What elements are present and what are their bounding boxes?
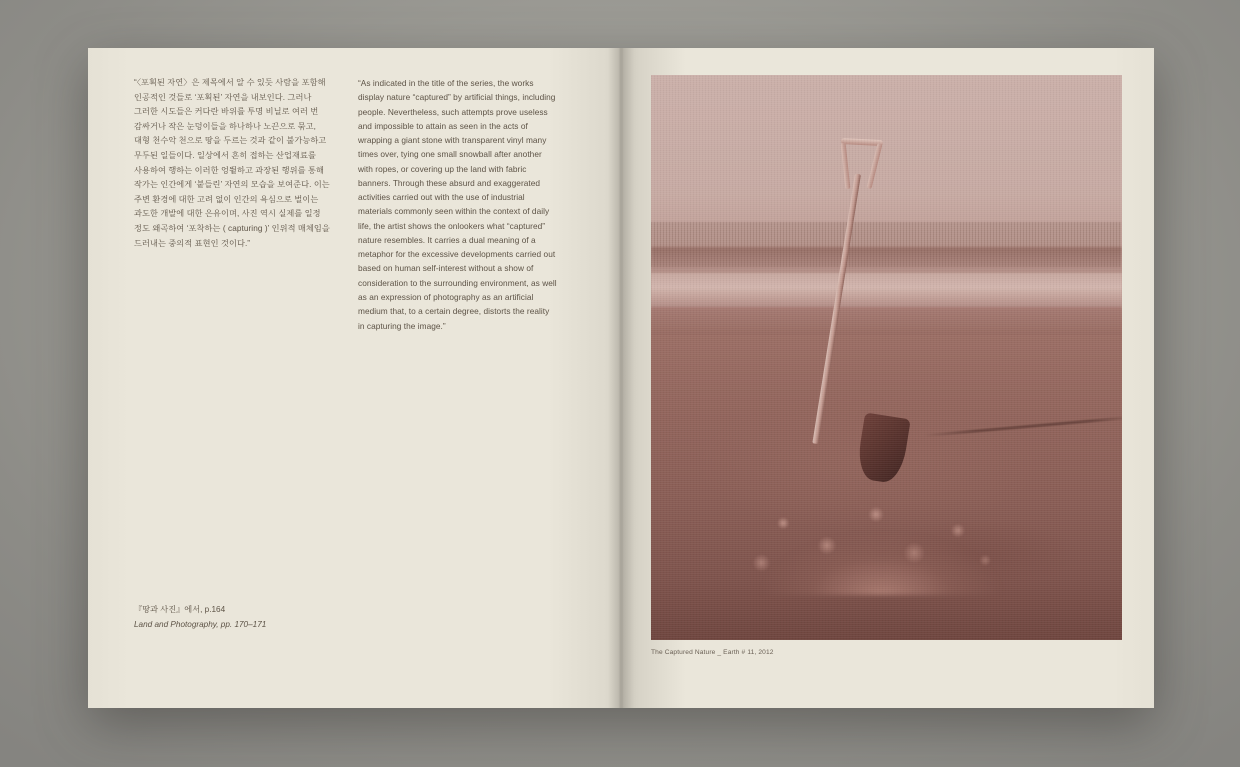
english-body-text: “As indicated in the title of the series, the works display nature “captured” by artificial things, including people. Nevertheless, such attempts prove useless and impossible to attain as seen in the acts of wrapping a giant stone with transparent vinyl many times over, tying one small snowball after another with ropes, or covering up the land with fabric banners. Through these absurd and exaggerated activities carried out with the use of industrial materials commonly seen within the context of daily life, the artist shows the onlookers what “captured” nature resembles. It carries a dual meaning of a metaphor for the excessive developments carried out based on human self-interest without a show of consideration to the surrounding environment, as well as an expression of photography as an artificial medium that, to a certain degree, distorts the reality in capturing the image.”	[358, 78, 557, 331]
book-spread	[88, 48, 1154, 708]
photo-caption: The Captured Nature _ Earth # 11, 2012	[651, 649, 774, 656]
photo-shovel	[811, 143, 933, 493]
english-text-column	[358, 76, 558, 333]
shovel-grip-right	[867, 143, 883, 189]
photo-duotone-base	[651, 75, 1122, 640]
korean-body-text: “〈포획된 자연〉은 제목에서 알 수 있듯 사람을 포함해 인공적인 것들로 ‘포획된’ 자연을 내보인다. 그러나 그러한 시도들은 커다란 바위를 투명 비닐로 여러 번 감싸거나 작은 눈덩이들을 하나하나 노끈으로 묶고, 대형 천수악 천으로 땅을 두르는 것과 같이 불가능하고 무두된 일들이다. 일상에서 흔히 접하는 산업재료를 사용하여 행하는 이러한 엉뜉하고 과장된 행위를 통해 작가는 인간에게 ‘붙들린’ 자연의 모습을 보여준다. 이는 주변 환경에 대한 고려 없이 인간의 욕심으로 벌이는 과도한 개발에 대한 은유이며, 사진 역시 실제를 일정 정도 왜곡하여 ‘포착하는 ( capturing )’ 인위적 매체임을 드러내는 중의적 표현인 것이다.”	[134, 78, 330, 248]
shovel-grip-top	[840, 138, 882, 146]
left-page	[88, 48, 622, 708]
shovel-blade	[855, 412, 911, 484]
photograph	[651, 75, 1122, 640]
text-columns	[88, 48, 622, 333]
shovel-grip-left	[841, 143, 851, 189]
shovel-handle	[812, 174, 861, 445]
citation-english: Land and Photography, pp. 170–171	[134, 619, 267, 629]
citation-korean: 『땅과 사진』에서, p.164	[134, 605, 226, 615]
source-citation	[134, 603, 266, 632]
korean-text-column	[134, 76, 334, 333]
right-page	[622, 48, 1154, 708]
